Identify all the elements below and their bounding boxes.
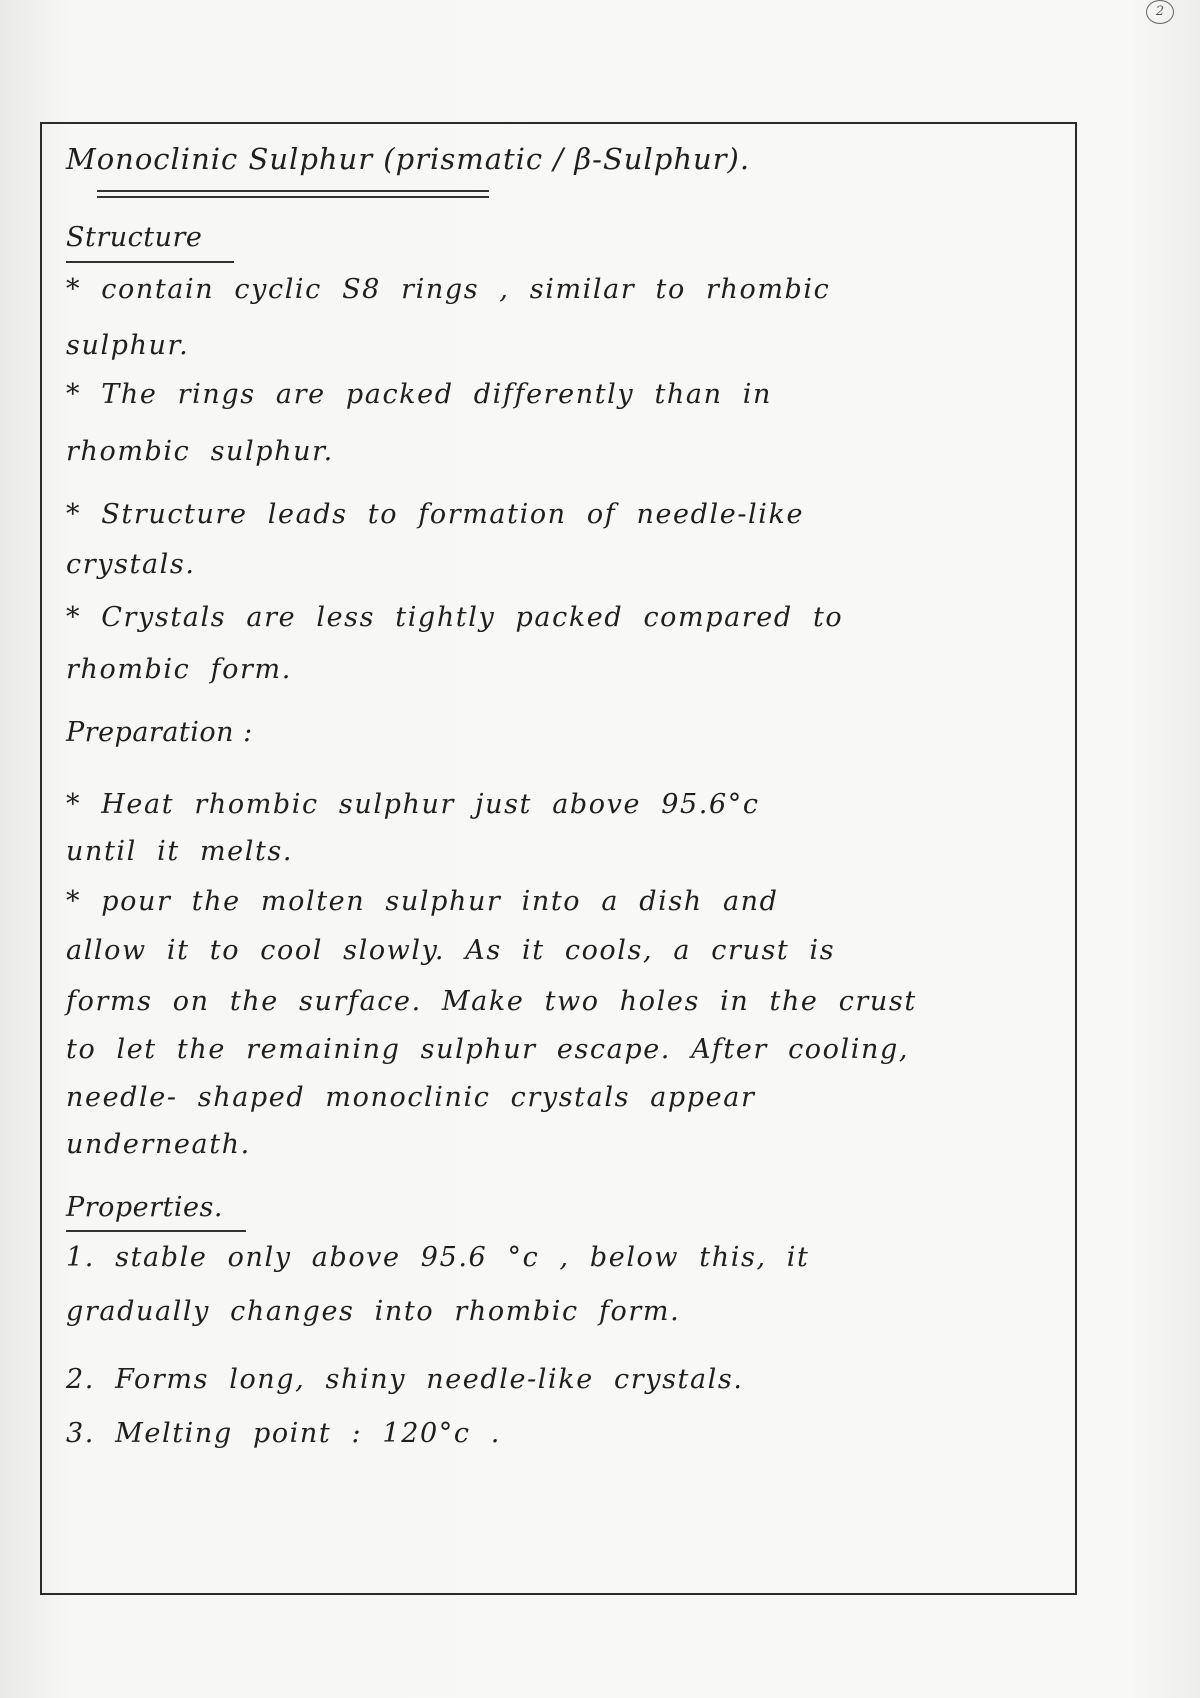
preparation-line-5: forms on the surface. Make two holes in the crust [66, 986, 917, 1017]
preparation-line-8: underneath. [66, 1129, 251, 1160]
preparation-heading: Preparation : [66, 717, 253, 748]
title-underline-second [97, 196, 489, 198]
structure-line-1: * contain cyclic S8 rings , similar to rhombic [66, 274, 831, 305]
notes-box [40, 122, 1077, 1595]
structure-line-7: * Crystals are less tightly packed compared to [66, 602, 844, 633]
preparation-line-3: * pour the molten sulphur into a dish and [66, 886, 779, 917]
structure-heading: Structure [66, 222, 203, 253]
structure-line-5: * Structure leads to formation of needle-like [66, 499, 805, 530]
title-underline [97, 190, 489, 192]
page-number: 2 [1146, 0, 1174, 24]
preparation-line-1: * Heat rhombic sulphur just above 95.6°c [66, 789, 760, 820]
properties-line-3: 2. Forms long, shiny needle-like crystals. [66, 1364, 744, 1395]
preparation-line-4: allow it to cool slowly. As it cools, a crust is [66, 935, 836, 966]
properties-heading: Properties. [66, 1192, 223, 1223]
structure-line-3: * The rings are packed differently than in [66, 379, 772, 410]
structure-line-6: crystals. [66, 549, 196, 580]
properties-line-1: 1. stable only above 95.6 °c , below this, it [66, 1242, 810, 1273]
structure-line-2: sulphur. [66, 330, 190, 361]
preparation-line-2: until it melts. [66, 836, 294, 867]
structure-line-4: rhombic sulphur. [66, 436, 334, 467]
preparation-line-6: to let the remaining sulphur escape. After cooling, [66, 1034, 910, 1065]
structure-heading-underline [66, 261, 234, 263]
properties-line-4: 3. Melting point : 120°c . [66, 1418, 501, 1449]
page-title: Monoclinic Sulphur (prismatic / β-Sulphur). [66, 142, 751, 176]
preparation-line-7: needle- shaped monoclinic crystals appear [66, 1082, 756, 1113]
properties-line-2: gradually changes into rhombic form. [66, 1296, 681, 1327]
properties-heading-underline [66, 1230, 246, 1232]
structure-line-8: rhombic form. [66, 654, 292, 685]
